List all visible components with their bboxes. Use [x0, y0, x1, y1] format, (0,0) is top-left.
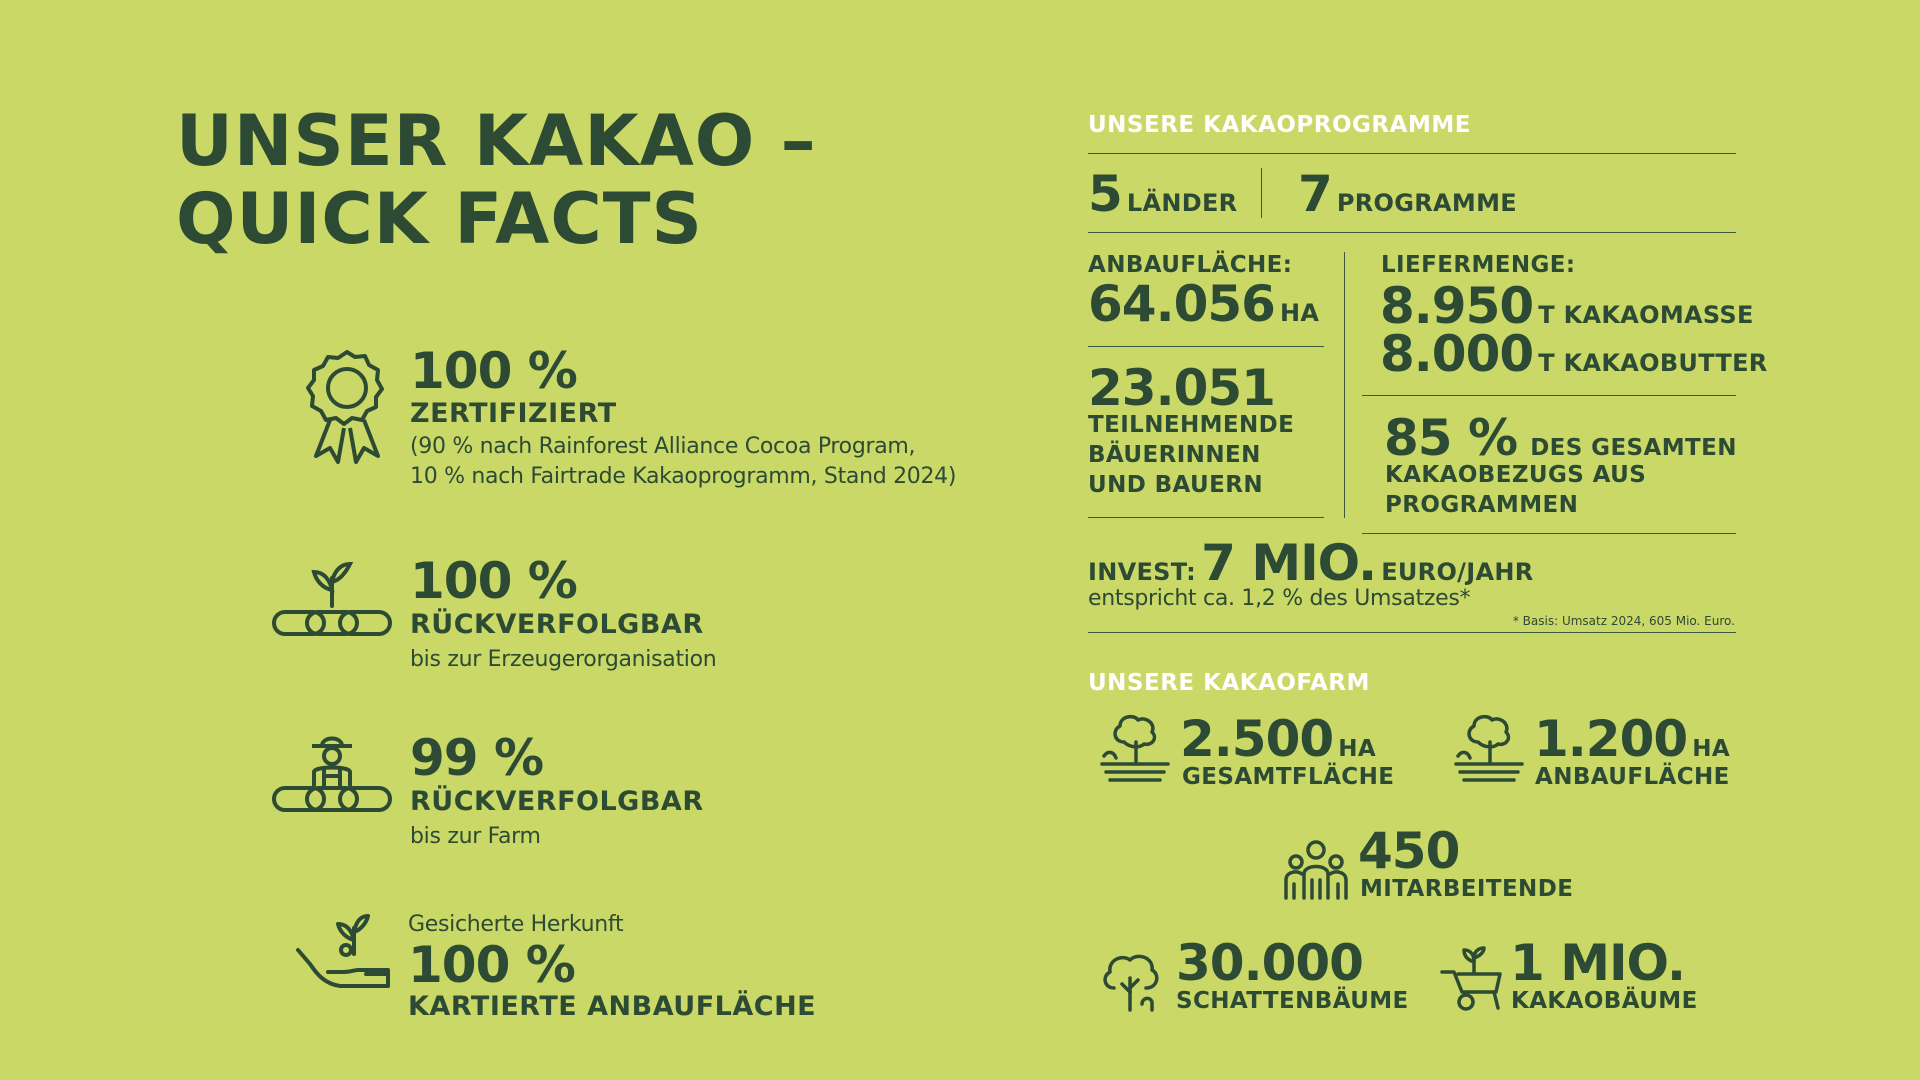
fact-mapped-pretext: Gesicherte Herkunft — [408, 912, 624, 937]
farm-total-area: 2.500 HA — [1180, 710, 1377, 768]
invest-note: entspricht ca. 1,2 % des Umsatzes* — [1088, 586, 1471, 611]
farm-heading: UNSERE KAKAOFARM — [1088, 670, 1370, 696]
area-stat: 64.056 HA — [1088, 275, 1320, 333]
countries-stat: 5 LÄNDER — [1088, 165, 1238, 223]
quantity-cocoa-mass: 8.950 T KAKAOMASSE — [1380, 277, 1754, 335]
fact-mapped-value: 100 % — [408, 936, 575, 994]
farm-cocoa-trees-label: KAKAOBÄUME — [1511, 988, 1698, 1014]
farmers-label: TEILNEHMENDE BÄUERINNEN UND BAUERN — [1088, 412, 1295, 498]
footnote: * Basis: Umsatz 2024, 605 Mio. Euro. — [1512, 614, 1735, 628]
divider — [1362, 395, 1736, 396]
shade-tree-icon — [1100, 948, 1162, 1012]
tree-field-icon — [1452, 712, 1526, 788]
farm-employees-label: MITARBEITENDE — [1360, 876, 1574, 902]
workers-group-icon — [1284, 840, 1348, 902]
fact-certified-value: 100 % — [410, 342, 577, 400]
fact-certified-note-1: (90 % nach Rainforest Alliance Cocoa Program, — [410, 434, 916, 459]
invest-stat: INVEST: 7 MIO. EURO/JAHR — [1088, 534, 1534, 592]
divider — [1088, 232, 1736, 233]
area-label: ANBAUFLÄCHE: — [1088, 252, 1293, 278]
farmers-value: 23.051 — [1088, 359, 1275, 417]
certificate-rosette-icon — [304, 348, 390, 466]
farm-cultivated-area-label: ANBAUFLÄCHE — [1535, 764, 1730, 790]
farm-shade-trees-label: SCHATTENBÄUME — [1176, 988, 1409, 1014]
share-label: KAKAOBEZUGS AUS PROGRAMMEN — [1385, 462, 1647, 518]
chain-farmer-icon — [270, 730, 394, 816]
fact-traceable-org-note: bis zur Erzeugerorganisation — [410, 647, 717, 672]
programs-count-stat: 7 PROGRAMME — [1298, 165, 1517, 223]
quantity-label: LIEFERMENGE: — [1381, 252, 1576, 278]
page-title: UNSER KAKAO – QUICK FACTS — [176, 100, 817, 260]
fact-traceable-farm-value: 99 % — [410, 729, 544, 787]
fact-traceable-org-label: RÜCKVERFOLGBAR — [410, 609, 704, 640]
fact-traceable-farm-label: RÜCKVERFOLGBAR — [410, 786, 704, 817]
fact-mapped-label: KARTIERTE ANBAUFLÄCHE — [408, 991, 817, 1022]
farm-cocoa-trees-value: 1 MIO. — [1510, 934, 1685, 992]
divider — [1362, 533, 1736, 534]
farm-employees-value: 450 — [1358, 822, 1460, 880]
quantity-cocoa-butter: 8.000 T KAKAOBUTTER — [1380, 325, 1768, 383]
farm-shade-trees-value: 30.000 — [1176, 934, 1363, 992]
tree-field-icon — [1098, 712, 1172, 788]
farm-cultivated-area: 1.200 HA — [1534, 710, 1731, 768]
fact-certified-label: ZERTIFIZIERT — [410, 398, 617, 429]
hand-seedling-icon — [296, 914, 392, 994]
programs-heading: UNSERE KAKAOPROGRAMME — [1088, 112, 1471, 138]
fact-certified-note-2: 10 % nach Fairtrade Kakaoprogramm, Stand 2024) — [410, 464, 957, 489]
divider — [1088, 346, 1324, 347]
fact-traceable-org-value: 100 % — [410, 552, 577, 610]
wheelbarrow-seedling-icon — [1440, 946, 1504, 1012]
share-stat: 85 % DES GESAMTEN — [1384, 409, 1737, 467]
divider — [1088, 632, 1736, 633]
divider — [1088, 517, 1324, 518]
divider — [1088, 153, 1736, 154]
chain-plant-icon — [270, 560, 394, 640]
farm-total-area-label: GESAMTFLÄCHE — [1182, 764, 1395, 790]
divider — [1344, 252, 1345, 518]
fact-traceable-farm-note: bis zur Farm — [410, 824, 541, 849]
divider — [1261, 168, 1262, 218]
